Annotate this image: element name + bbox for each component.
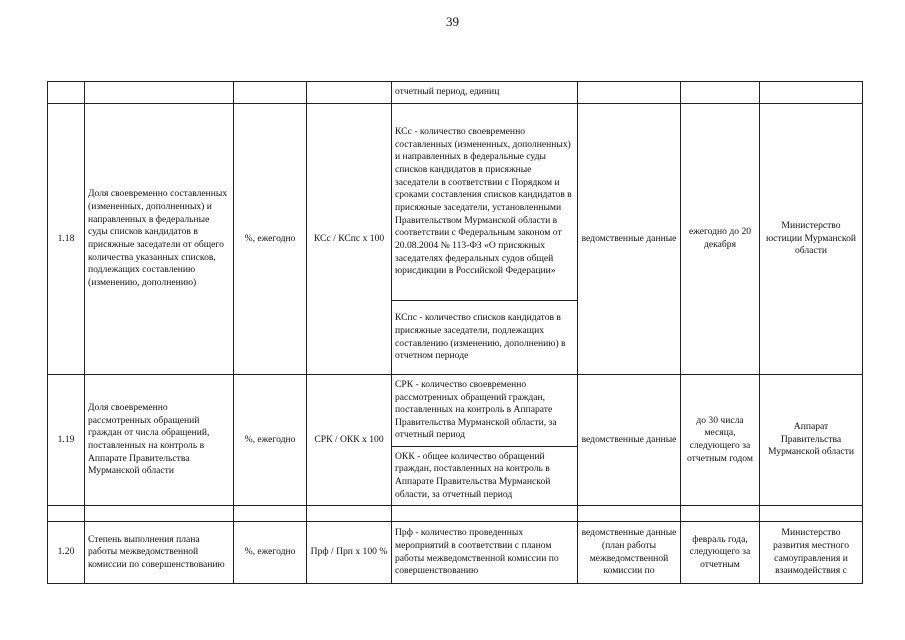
indicator-unit: %, ежегодно (234, 104, 307, 375)
cell-num (48, 82, 85, 104)
table-row (48, 104, 863, 301)
table-row-spacer (48, 506, 863, 522)
reporting-term: до 30 числа месяца, следующего за отчетным годом (681, 375, 760, 506)
formula-description: ОКК - общее количество обращений граждан, поставленных на контроль в Аппарате Правительства Мурманской области, за отчетный период (392, 447, 578, 506)
indicator-formula: КСс / КСпс х 100 (307, 104, 392, 375)
data-source: ведомственные данные (578, 375, 681, 506)
table-row (48, 522, 863, 584)
data-source: ведомственные данные (план работы межведомственной комиссии по (578, 522, 681, 584)
cell-name (85, 82, 234, 104)
data-source: ведомственные данные (578, 104, 681, 375)
table-row-continuation (48, 82, 863, 104)
page-number: 39 (446, 14, 459, 29)
indicator-formula: Прф / Прп х 100 % (307, 522, 392, 584)
formula-description: Прф - количество проведенных мероприятий в соответствии с планом работы межведомственной комиссии по совершенствованию (392, 522, 578, 584)
formula-description: КСс - количество своевременно составленных (измененных, дополненных) и направленных в федеральные суды списков кандидатов в присяжные заседатели в соответствии с Порядком и сроками составления списков кандидатов в присяжные заседатели, установленными Правительством Мурманской области в соответствии с Федеральным законом от 20.08.2004 № 113-ФЗ «О присяжных заседателях федеральных судов общей юрисдикции в Российской Федерации» (392, 104, 578, 301)
cell-desc: отчетный период, единиц (392, 82, 578, 104)
row-number: 1.19 (48, 375, 85, 506)
responsible-body: Аппарат Правительства Мурманской области (760, 375, 863, 506)
formula-description: КСпс - количество списков кандидатов в присяжные заседатели, подлежащих составлению (изменению, дополнению) в отчетном периоде (392, 301, 578, 375)
indicator-unit: %, ежегодно (234, 522, 307, 584)
reporting-term: февраль года, следующего за отчетным (681, 522, 760, 584)
indicators-table (47, 81, 863, 584)
indicator-name: Степень выполнения плана работы межведомственной комиссии по совершенствованию (85, 522, 234, 584)
formula-description: СРК - количество своевременно рассмотренных обращений граждан, поставленных на контроль в Аппарате Правительства Мурманской области, за отчетный период (392, 375, 578, 447)
cell-source (578, 82, 681, 104)
indicator-formula: СРК / ОКК х 100 (307, 375, 392, 506)
cell-formula (307, 82, 392, 104)
cell-term (681, 82, 760, 104)
cell-unit (234, 82, 307, 104)
indicator-name: Доля своевременно рассмотренных обращений граждан от числа обращений, поставленных на контроль в Аппарате Правительства Мурманской области (85, 375, 234, 506)
table-row (48, 375, 863, 447)
indicator-unit: %, ежегодно (234, 375, 307, 506)
responsible-body: Министерство юстиции Мурманской области (760, 104, 863, 375)
row-number: 1.20 (48, 522, 85, 584)
indicator-name: Доля своевременно составленных (измененных, дополненных) и направленных в федеральные суды списков кандидатов в присяжные заседатели от общего количества указанных списков, подлежащих составлению (изменению, дополнению) (85, 104, 234, 375)
cell-responsible (760, 82, 863, 104)
row-number: 1.18 (48, 104, 85, 375)
reporting-term: ежегодно до 20 декабря (681, 104, 760, 375)
responsible-body: Министерство развития местного самоуправления и взаимодействия с (760, 522, 863, 584)
